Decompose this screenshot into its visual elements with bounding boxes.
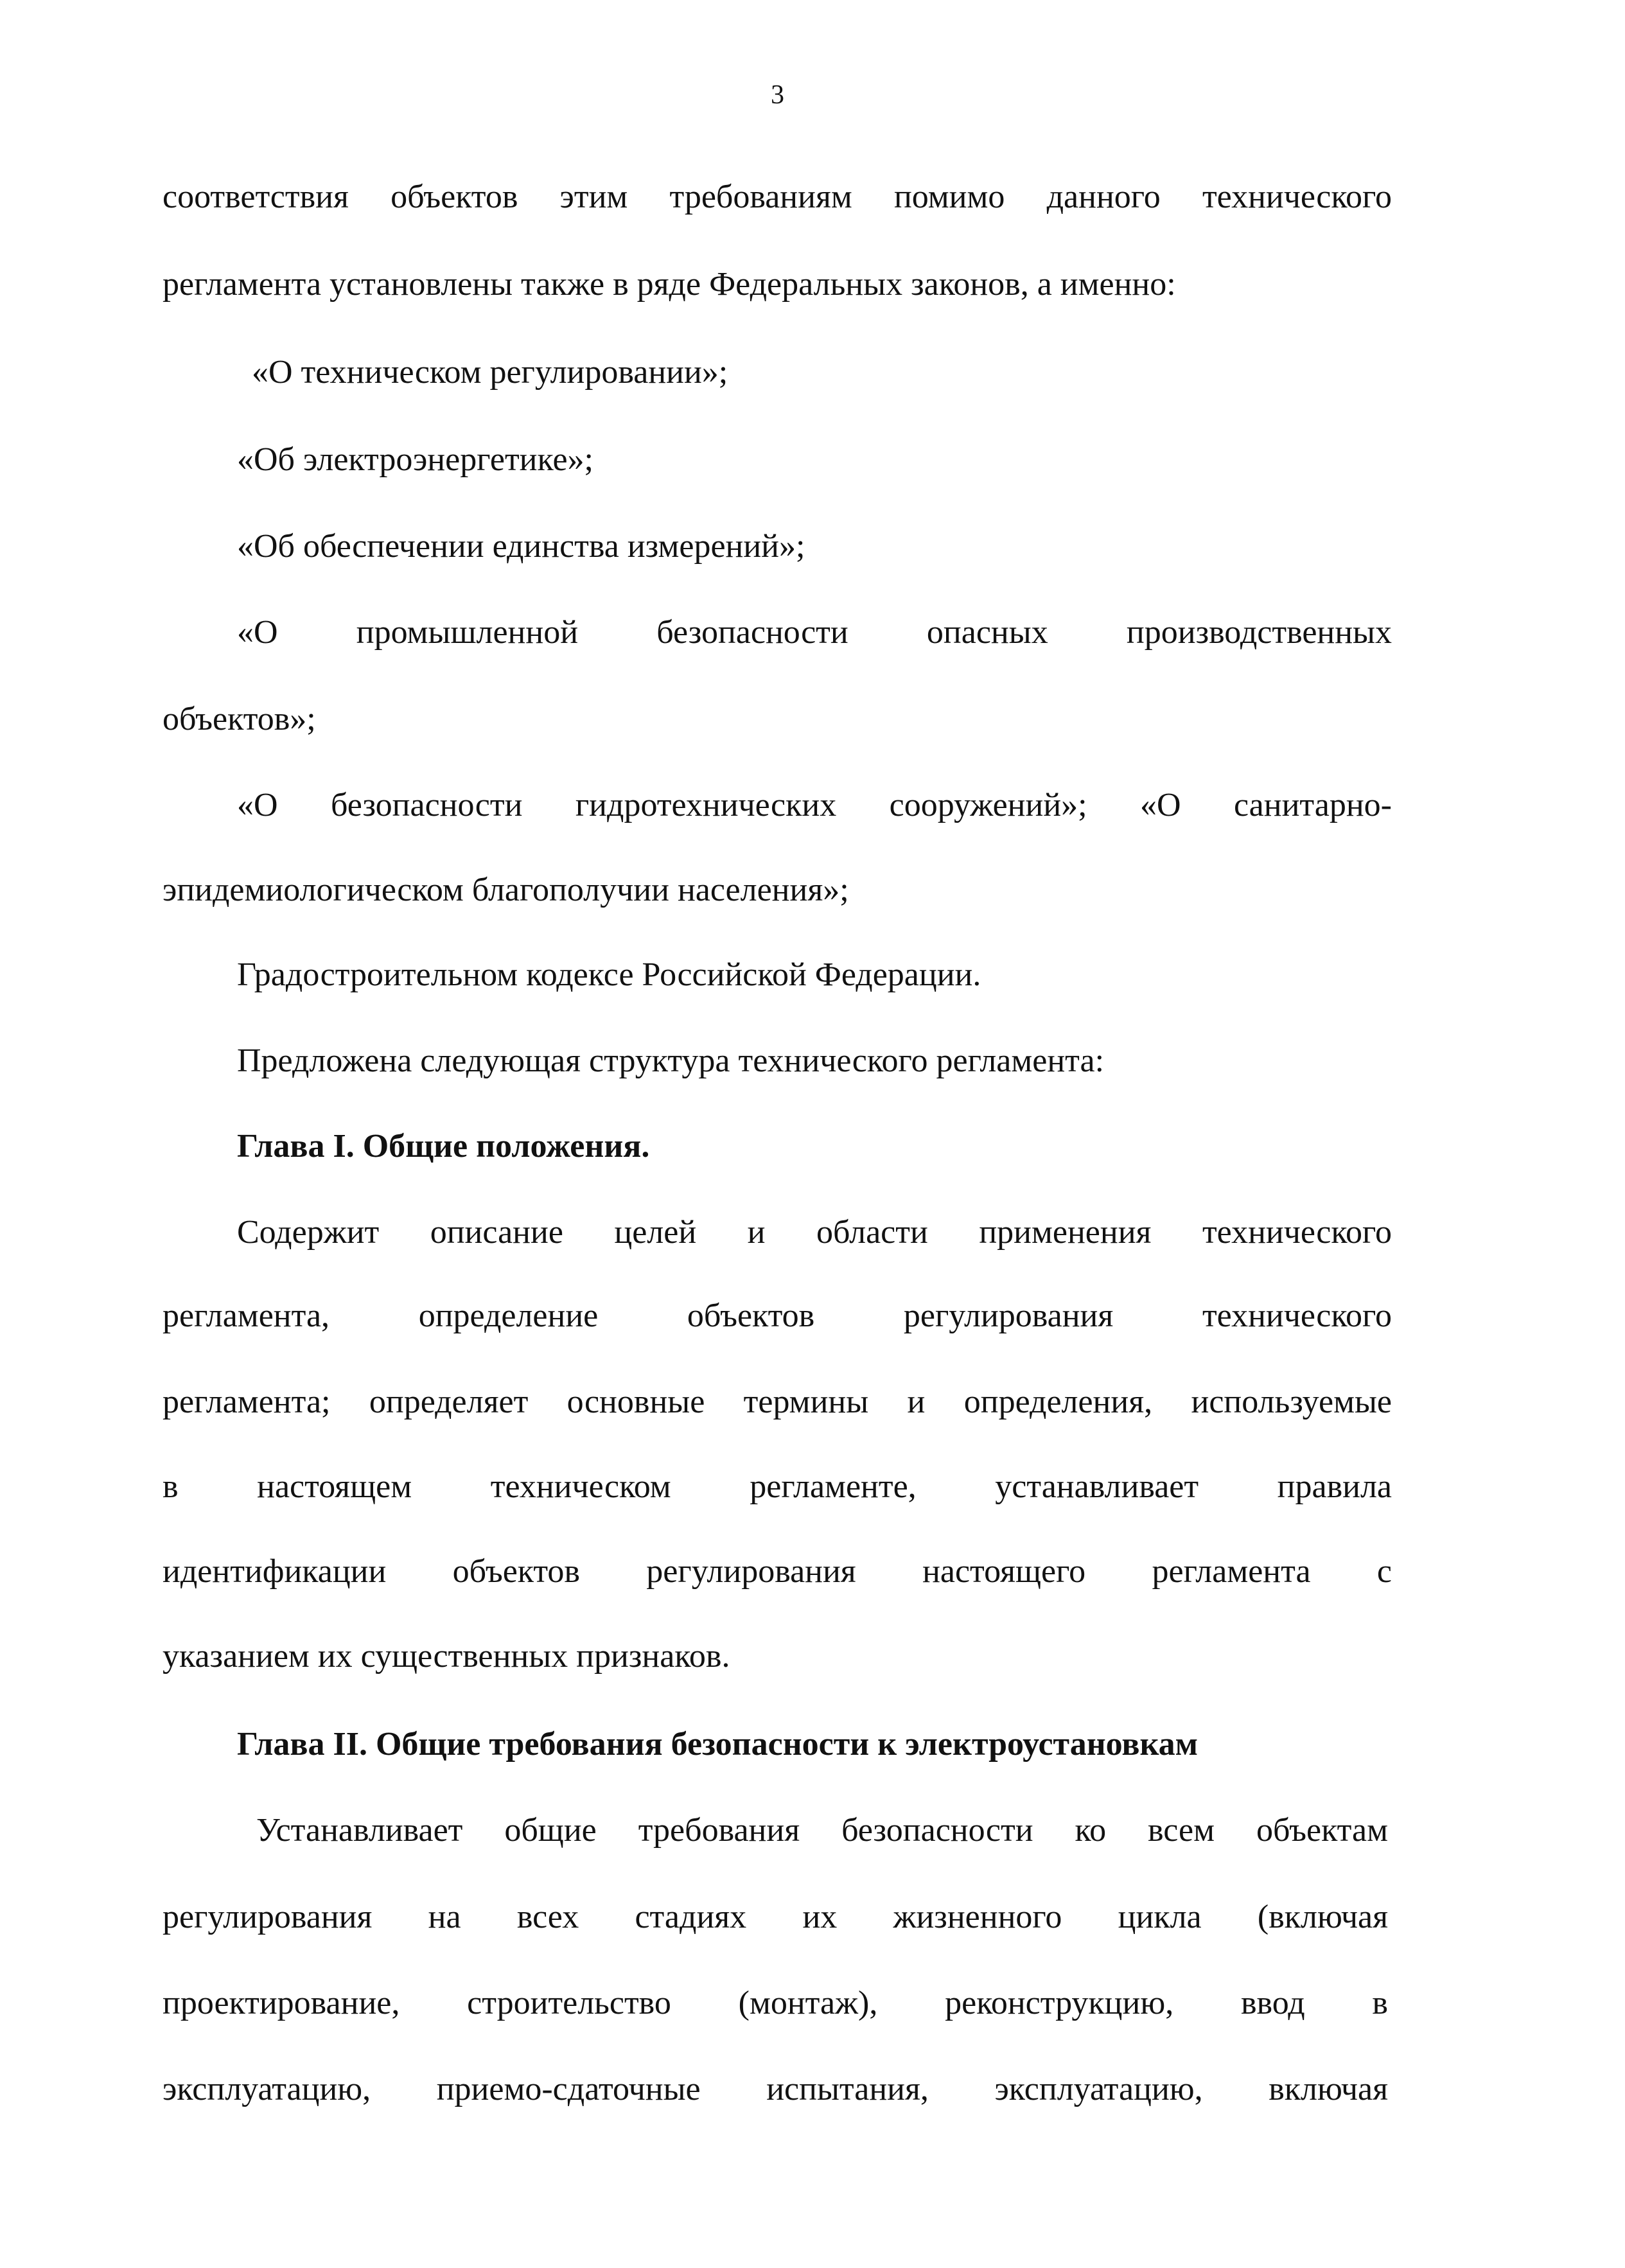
law-list-item: объектов»; bbox=[162, 701, 316, 737]
text-line: регламента, определение объектов регулирования технического bbox=[162, 1297, 1392, 1334]
page-number: 3 bbox=[771, 80, 784, 110]
text-line: Устанавливает общие требования безопасности ко всем объектам bbox=[256, 1812, 1388, 1849]
text-line: соответствия объектов этим требованиям помимо данного технического bbox=[162, 179, 1392, 215]
chapter-heading: Глава II. Общие требования безопасности к электроустановкам bbox=[237, 1726, 1199, 1763]
text-line: Содержит описание целей и области применения технического bbox=[237, 1214, 1392, 1251]
law-list-item: Градостроительном кодексе Российской Федерации. bbox=[237, 956, 981, 993]
text-line: регламента; определяет основные термины и определения, используемые bbox=[162, 1384, 1392, 1420]
text-line: проектирование, строительство (монтаж), реконструкцию, ввод в bbox=[162, 1985, 1388, 2021]
text-line: эксплуатацию, приемо-сдаточные испытания, эксплуатацию, включая bbox=[162, 2071, 1388, 2107]
law-list-item: «Об электроэнергетике»; bbox=[237, 441, 593, 478]
law-list-item: «О техническом регулировании»; bbox=[252, 354, 728, 391]
law-list-item: эпидемиологическом благополучии населения»; bbox=[162, 872, 849, 908]
text-line: регулирования на всех стадиях их жизненного цикла (включая bbox=[162, 1899, 1388, 1935]
text-line: в настоящем техническом регламенте, устанавливает правила bbox=[162, 1468, 1392, 1505]
text-line: идентификации объектов регулирования настоящего регламента с bbox=[162, 1553, 1392, 1590]
text-line: Предложена следующая структура технического регламента: bbox=[237, 1042, 1105, 1079]
chapter-heading: Глава I. Общие положения. bbox=[237, 1128, 650, 1165]
law-list-item: «О безопасности гидротехнических сооружений»; «О санитарно- bbox=[237, 787, 1392, 823]
law-list-item: «Об обеспечении единства измерений»; bbox=[237, 528, 805, 565]
text-line: регламента установлены также в ряде Федеральных законов, а именно: bbox=[162, 266, 1176, 303]
text-line: указанием их существенных признаков. bbox=[162, 1638, 730, 1675]
law-list-item: «О промышленной безопасности опасных производственных bbox=[237, 614, 1392, 651]
